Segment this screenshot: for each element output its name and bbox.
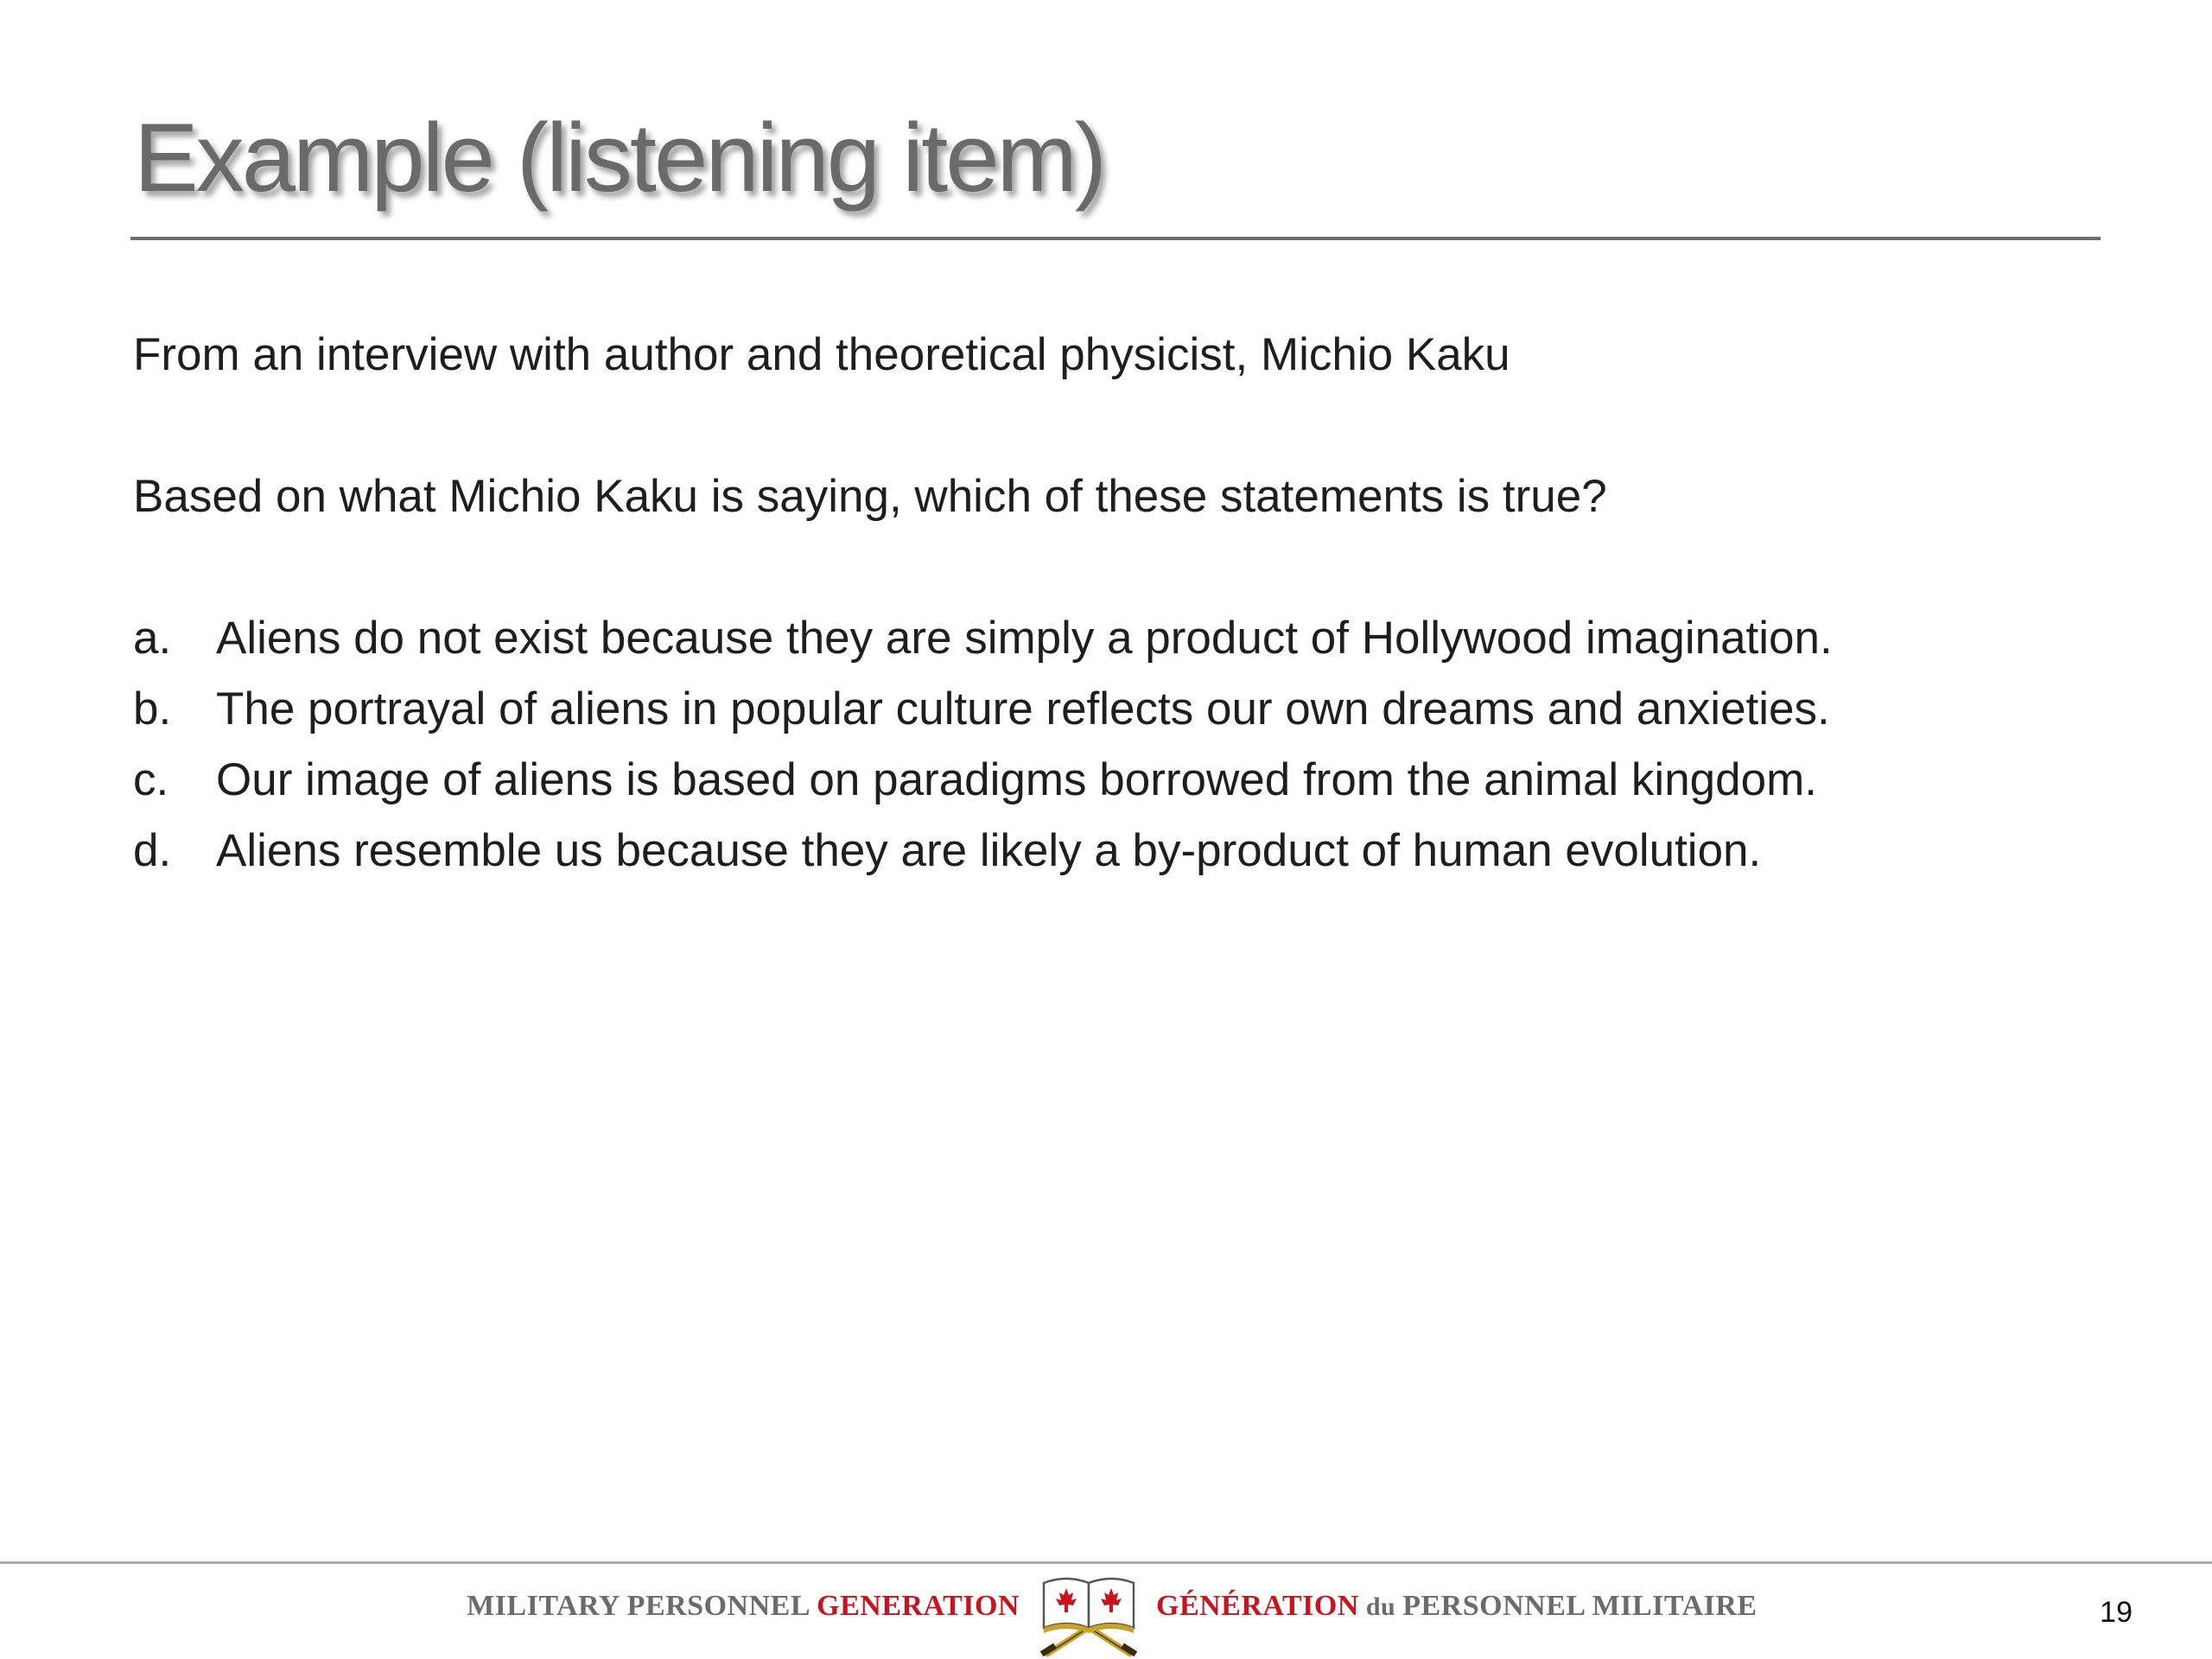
title-divider (130, 237, 2101, 240)
option-letter: b. (133, 683, 172, 734)
option-text: Aliens resemble us because they are likely a by-product of human evolution. (216, 825, 1762, 876)
option-text: Aliens do not exist because they are simply a product of Hollywood imagination. (216, 613, 1833, 664)
page-number: 19 (2100, 1596, 2133, 1629)
footer-french-wordmark (1156, 1590, 1758, 1623)
footer-divider (0, 1561, 2212, 1564)
option-text: Our image of aliens is based on paradigms borrowed from the animal kingdom. (216, 754, 1817, 805)
option-letter: d. (133, 825, 172, 876)
option-letter: c. (133, 754, 169, 805)
footer-english-part2: GENERATION (817, 1590, 1020, 1622)
footer-english-wordmark (467, 1590, 1020, 1623)
footer-french-part1: GÉNÉRATION (1156, 1590, 1359, 1622)
footer-french-part2: du (1358, 1592, 1403, 1621)
intro-text: From an interview with author and theoretical physicist, Michio Kaku (133, 329, 1510, 380)
question-text: Based on what Michio Kaku is saying, which of these statements is true? (133, 471, 1607, 522)
emblem-icon (1035, 1567, 1142, 1659)
option-text: The portrayal of aliens in popular culture reflects our own dreams and anxieties. (216, 683, 1830, 734)
option-letter: a. (133, 613, 172, 664)
footer-english-part1: MILITARY PERSONNEL (467, 1590, 817, 1622)
footer-french-part3: PERSONNEL MILITAIRE (1402, 1590, 1758, 1622)
slide-title: Example (listening item) (134, 104, 1105, 212)
